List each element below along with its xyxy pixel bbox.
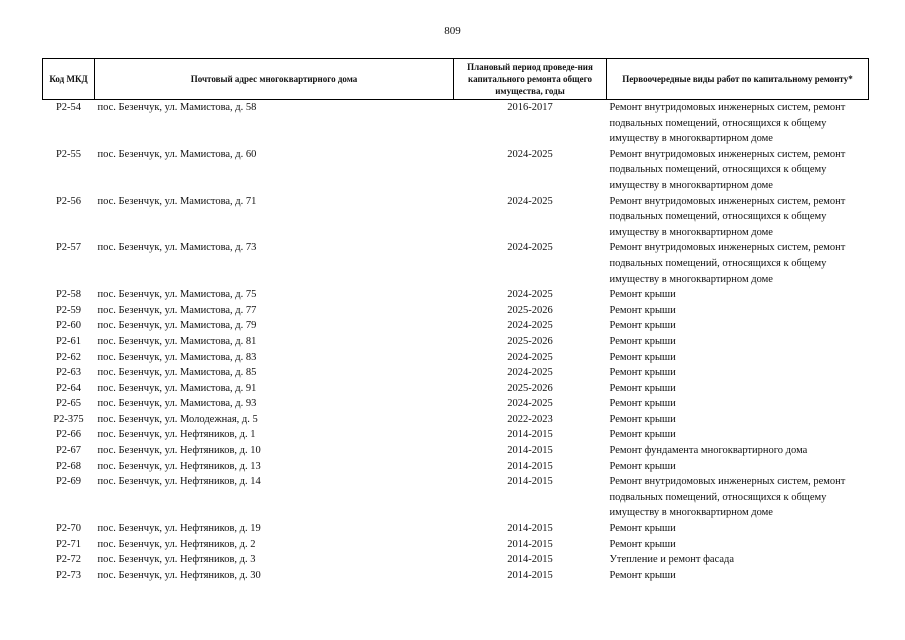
cell-code: Р2-73 xyxy=(55,569,82,581)
cell-period: 2016-2017 xyxy=(507,102,553,113)
table-row xyxy=(43,427,869,443)
cell-code: Р2-72 xyxy=(55,554,82,566)
cell-code: Р2-56 xyxy=(55,195,82,207)
table-row xyxy=(43,396,869,412)
cell-period: 2014-2015 xyxy=(507,476,553,488)
cell-works: Ремонт крыши xyxy=(609,569,676,581)
cell-address: пос. Безенчук, ул. Молодежная, д. 5 xyxy=(97,413,258,425)
table-row xyxy=(43,287,869,303)
cell-address: пос. Безенчук, ул. Мамистова, д. 77 xyxy=(97,304,257,316)
table-row xyxy=(43,537,869,553)
cell-works: Ремонт крыши xyxy=(609,367,676,379)
table-row xyxy=(43,412,869,428)
cell-works: Ремонт фундамента многоквартирного дома xyxy=(609,445,808,457)
cell-period: 2025-2026 xyxy=(507,335,553,347)
cell-period: 2014-2015 xyxy=(507,429,553,441)
cell-works: Ремонт крыши xyxy=(609,351,676,363)
cell-works: Ремонт крыши xyxy=(609,523,676,535)
table-row xyxy=(43,474,869,521)
cell-works: Ремонт внутридомовых инженерных систем, ремонт подвальных помещений, относящихся к общему имуществу в многоквартирном доме xyxy=(609,102,846,145)
cell-address: пос. Безенчук, ул. Мамистова, д. 83 xyxy=(97,351,257,363)
cell-works: Утепление и ремонт фасада xyxy=(609,554,735,566)
table-row xyxy=(43,303,869,319)
table-row xyxy=(43,350,869,366)
cell-address: пос. Безенчук, ул. Мамистова, д. 58 xyxy=(97,102,257,113)
table-row xyxy=(43,365,869,381)
cell-address: пос. Безенчук, ул. Нефтяников, д. 19 xyxy=(97,523,261,535)
table-row xyxy=(43,100,869,147)
table-row xyxy=(43,147,869,194)
table-row xyxy=(43,194,869,241)
cell-code: Р2-70 xyxy=(55,523,82,535)
cell-code: Р2-58 xyxy=(55,289,82,301)
cell-period: 2024-2025 xyxy=(507,351,553,363)
cell-code: Р2-61 xyxy=(55,335,82,347)
cell-code: Р2-69 xyxy=(55,476,82,488)
cell-period: 2024-2025 xyxy=(507,289,553,301)
cell-address: пос. Безенчук, ул. Мамистова, д. 71 xyxy=(97,195,257,207)
cell-works: Ремонт внутридомовых инженерных систем, ремонт подвальных помещений, относящихся к общему имуществу в многоквартирном доме xyxy=(609,148,846,191)
cell-period: 2014-2015 xyxy=(507,460,553,472)
cell-works: Ремонт крыши xyxy=(609,320,676,332)
cell-code: Р2-62 xyxy=(55,351,82,363)
cell-works: Ремонт крыши xyxy=(609,382,676,394)
cell-period: 2024-2025 xyxy=(507,242,553,254)
cell-address: пос. Безенчук, ул. Нефтяников, д. 10 xyxy=(97,445,261,457)
cell-address: пос. Безенчук, ул. Мамистова, д. 85 xyxy=(97,367,257,379)
cell-code: Р2-60 xyxy=(55,320,82,332)
cell-period: 2014-2015 xyxy=(507,554,553,566)
cell-works: Ремонт крыши xyxy=(609,335,676,347)
cell-period: 2024-2025 xyxy=(507,320,553,332)
cell-works: Ремонт крыши xyxy=(609,289,676,301)
cell-address: пос. Безенчук, ул. Мамистова, д. 79 xyxy=(97,320,257,332)
table-row xyxy=(43,381,869,397)
capital-repair-table xyxy=(42,58,869,583)
cell-period: 2014-2015 xyxy=(507,523,553,535)
cell-address: пос. Безенчук, ул. Мамистова, д. 91 xyxy=(97,382,257,394)
header-period: Плановый период проведе-ния капитального ремонта общего имущества, годы xyxy=(454,59,607,100)
header-works: Первоочередные виды работ по капитальному ремонту* xyxy=(607,59,869,100)
cell-period: 2024-2025 xyxy=(507,148,553,160)
table-header xyxy=(43,59,869,100)
table-body xyxy=(43,100,869,584)
cell-period: 2024-2025 xyxy=(507,195,553,207)
table-row xyxy=(43,334,869,350)
cell-code: Р2-57 xyxy=(55,242,82,254)
table-row xyxy=(43,568,869,584)
table-row xyxy=(43,521,869,537)
cell-works: Ремонт крыши xyxy=(609,398,676,410)
cell-period: 2025-2026 xyxy=(507,382,553,394)
cell-works: Ремонт внутридомовых инженерных систем, ремонт подвальных помещений, относящихся к общему имуществу в многоквартирном доме xyxy=(609,242,846,285)
cell-address: пос. Безенчук, ул. Мамистова, д. 73 xyxy=(97,242,257,254)
cell-code: Р2-55 xyxy=(55,148,82,160)
cell-address: пос. Безенчук, ул. Нефтяников, д. 13 xyxy=(97,460,261,472)
cell-address: пос. Безенчук, ул. Мамистова, д. 75 xyxy=(97,289,257,301)
cell-period: 2022-2023 xyxy=(507,413,553,425)
cell-code: Р2-64 xyxy=(55,382,82,394)
cell-works: Ремонт внутридомовых инженерных систем, ремонт подвальных помещений, относящихся к общему имуществу в многоквартирном доме xyxy=(609,476,846,519)
cell-works: Ремонт крыши xyxy=(609,460,676,472)
cell-code: Р2-63 xyxy=(55,367,82,379)
cell-code: Р2-68 xyxy=(55,460,82,472)
table-row xyxy=(43,443,869,459)
table-row xyxy=(43,318,869,334)
cell-period: 2024-2025 xyxy=(507,398,553,410)
table-row xyxy=(43,552,869,568)
cell-code: Р2-67 xyxy=(55,445,82,457)
cell-address: пос. Безенчук, ул. Мамистова, д. 93 xyxy=(97,398,257,410)
cell-period: 2014-2015 xyxy=(507,538,553,550)
cell-code: Р2-59 xyxy=(55,304,82,316)
cell-works: Ремонт внутридомовых инженерных систем, ремонт подвальных помещений, относящихся к общему имуществу в многоквартирном доме xyxy=(609,195,846,238)
table-row xyxy=(43,240,869,287)
header-address: Почтовый адрес многоквартирного дома xyxy=(95,59,454,100)
cell-period: 2014-2015 xyxy=(507,445,553,457)
cell-period: 2014-2015 xyxy=(507,569,553,581)
cell-code: Р2-54 xyxy=(55,102,82,113)
page-number: 809 xyxy=(444,25,461,37)
cell-code: Р2-71 xyxy=(55,538,82,550)
cell-code: Р2-66 xyxy=(55,429,82,441)
cell-period: 2024-2025 xyxy=(507,367,553,379)
cell-address: пос. Безенчук, ул. Нефтяников, д. 1 xyxy=(97,429,256,441)
cell-works: Ремонт крыши xyxy=(609,413,676,425)
header-code: Код МКД xyxy=(43,59,95,100)
cell-works: Ремонт крыши xyxy=(609,304,676,316)
cell-works: Ремонт крыши xyxy=(609,429,676,441)
cell-address: пос. Безенчук, ул. Нефтяников, д. 3 xyxy=(97,554,256,566)
cell-address: пос. Безенчук, ул. Нефтяников, д. 30 xyxy=(97,569,261,581)
cell-address: пос. Безенчук, ул. Мамистова, д. 81 xyxy=(97,335,257,347)
cell-address: пос. Безенчук, ул. Нефтяников, д. 14 xyxy=(97,476,261,488)
cell-works: Ремонт крыши xyxy=(609,538,676,550)
cell-address: пос. Безенчук, ул. Мамистова, д. 60 xyxy=(97,148,257,160)
table-row xyxy=(43,459,869,475)
cell-address: пос. Безенчук, ул. Нефтяников, д. 2 xyxy=(97,538,256,550)
cell-code: Р2-65 xyxy=(55,398,82,410)
cell-code: Р2-375 xyxy=(53,413,84,425)
cell-period: 2025-2026 xyxy=(507,304,553,316)
